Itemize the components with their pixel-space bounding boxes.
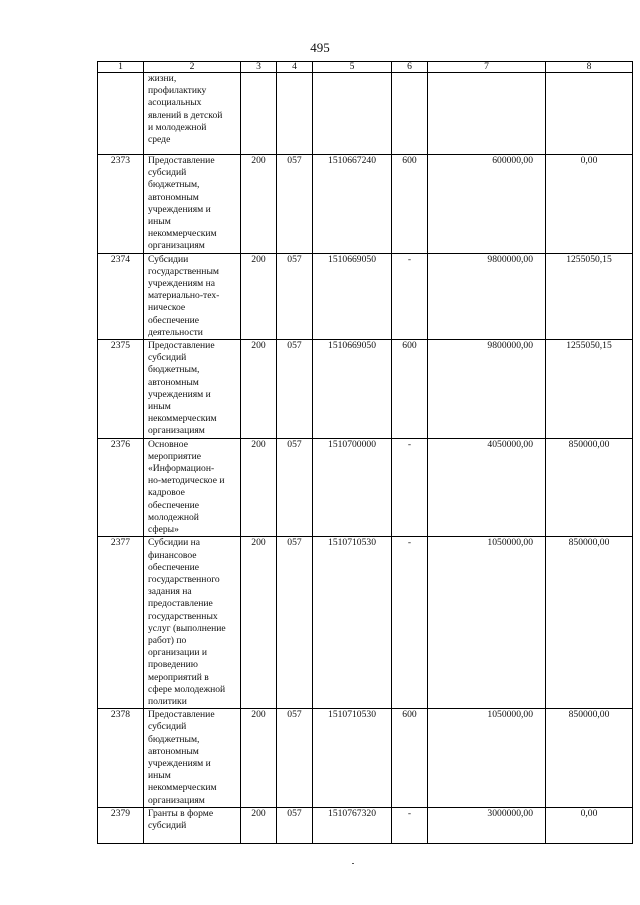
description-line: сферы» <box>148 524 179 536</box>
description-line: некоммерческим <box>148 782 217 794</box>
subsection-code-cell: 057 <box>277 709 313 808</box>
row-number-cell: 2378 <box>98 709 144 808</box>
header-row <box>98 62 633 73</box>
target-article-cell: 1510669050 <box>313 340 392 439</box>
amount-secondary-cell: 850000,00 <box>546 537 633 709</box>
subsection-code-cell: 057 <box>277 807 313 843</box>
description-line: учреждениям и <box>148 757 211 769</box>
description-line: кадровое <box>148 487 185 499</box>
target-article-cell: 1510767320 <box>313 807 392 843</box>
table-row <box>98 73 633 155</box>
description-cell <box>144 253 241 339</box>
description-line: учреждениям и <box>148 388 211 400</box>
subsection-code-cell: 057 <box>277 155 313 254</box>
header-cell: 6 <box>392 62 428 73</box>
header-cell: 1 <box>98 62 144 73</box>
description-line: бюджетным, <box>148 733 200 745</box>
budget-table <box>97 61 633 844</box>
table-row <box>98 537 633 709</box>
expense-type-cell: - <box>392 807 428 843</box>
description-line: услуг (выполнение <box>148 622 226 634</box>
description-line: явлений в детской <box>148 109 223 121</box>
amount-secondary-cell: 1255050,15 <box>546 340 633 439</box>
table-row <box>98 709 633 808</box>
description-line: автономным <box>148 376 199 388</box>
description-line: организациям <box>148 794 205 806</box>
section-code-cell: 200 <box>241 438 277 537</box>
description-line: предоставление <box>148 598 213 610</box>
subsection-code-cell: 057 <box>277 438 313 537</box>
section-code-cell: 200 <box>241 709 277 808</box>
section-code-cell: 200 <box>241 155 277 254</box>
amount-cell: 1050000,00 <box>428 709 546 808</box>
target-article-cell: 1510669050 <box>313 253 392 339</box>
amount-secondary-cell: 850000,00 <box>546 438 633 537</box>
description-line: субсидий <box>148 721 187 733</box>
table-row <box>98 253 633 339</box>
expense-type-cell: - <box>392 253 428 339</box>
description-line: иным <box>148 770 171 782</box>
description-line: ническое <box>148 302 186 314</box>
section-code-cell: 200 <box>241 253 277 339</box>
description-line: бюджетным, <box>148 364 200 376</box>
description-line: асоциальных <box>148 97 202 109</box>
amount-cell: 1050000,00 <box>428 537 546 709</box>
section-code-cell: 200 <box>241 537 277 709</box>
amount-cell: 600000,00 <box>428 155 546 254</box>
target-article-cell: 1510700000 <box>313 438 392 537</box>
amount-secondary-cell: 1255050,15 <box>546 253 633 339</box>
expense-type-cell: 600 <box>392 340 428 439</box>
header-cell: 2 <box>144 62 241 73</box>
expense-type-cell: 600 <box>392 155 428 254</box>
description-line: молодежной <box>148 511 199 523</box>
description-line: государственных <box>148 610 218 622</box>
table-row <box>98 155 633 254</box>
subsection-code-cell <box>277 73 313 155</box>
description-line: мероприятий в <box>148 671 209 683</box>
description-cell <box>144 73 241 155</box>
description-line: работ) по <box>148 634 187 646</box>
amount-cell: 3000000,00 <box>428 807 546 843</box>
amount-secondary-cell <box>546 73 633 155</box>
description-line: политики <box>148 695 187 707</box>
table-row <box>98 807 633 843</box>
header-cell: 7 <box>428 62 546 73</box>
row-number-cell: 2375 <box>98 340 144 439</box>
description-line: обеспечение <box>148 561 200 573</box>
section-code-cell <box>241 73 277 155</box>
description-line: Предоставление <box>148 155 215 166</box>
amount-secondary-cell: 850000,00 <box>546 709 633 808</box>
subsection-code-cell: 057 <box>277 340 313 439</box>
description-line: организациям <box>148 240 205 252</box>
row-number-cell <box>98 73 144 155</box>
description-line: некоммерческим <box>148 228 217 240</box>
scan-speck <box>352 863 354 864</box>
description-line: «Информацион- <box>148 463 215 475</box>
header-cell: 5 <box>313 62 392 73</box>
header-cell: 4 <box>277 62 313 73</box>
expense-type-cell: 600 <box>392 709 428 808</box>
description-line: сфере молодежной <box>148 683 226 695</box>
description-line: субсидий <box>148 819 187 831</box>
description-line: государственным <box>148 265 219 277</box>
description-line: и молодежной <box>148 121 207 133</box>
target-article-cell: 1510710530 <box>313 537 392 709</box>
expense-type-cell <box>392 73 428 155</box>
expense-type-cell: - <box>392 438 428 537</box>
description-line: Основное <box>148 438 188 450</box>
row-number-cell: 2379 <box>98 807 144 843</box>
description-cell <box>144 537 241 709</box>
amount-cell: 4050000,00 <box>428 438 546 537</box>
row-number-cell: 2374 <box>98 253 144 339</box>
target-article-cell: 1510710530 <box>313 709 392 808</box>
description-line: мероприятие <box>148 450 201 462</box>
description-line: задания на <box>148 586 192 598</box>
description-line: финансовое <box>148 549 197 561</box>
header-cell: 3 <box>241 62 277 73</box>
amount-secondary-cell: 0,00 <box>546 807 633 843</box>
description-line: деятельности <box>148 326 203 338</box>
subsection-code-cell: 057 <box>277 253 313 339</box>
amount-cell: 9800000,00 <box>428 340 546 439</box>
description-line: организации и <box>148 647 208 659</box>
description-cell <box>144 340 241 439</box>
expense-type-cell: - <box>392 537 428 709</box>
section-code-cell: 200 <box>241 807 277 843</box>
description-line: Предоставление <box>148 709 215 721</box>
description-line: иным <box>148 216 171 228</box>
target-article-cell <box>313 73 392 155</box>
page-number: 495 <box>310 40 330 55</box>
description-line: организациям <box>148 425 205 437</box>
description-line: но-методическое и <box>148 475 225 487</box>
subsection-code-cell: 057 <box>277 537 313 709</box>
section-code-cell: 200 <box>241 340 277 439</box>
description-cell <box>144 709 241 808</box>
description-line: иным <box>148 401 171 413</box>
description-line: учреждениям на <box>148 278 215 290</box>
description-line: проведению <box>148 659 198 671</box>
row-number-cell: 2373 <box>98 155 144 254</box>
table-row <box>98 438 633 537</box>
description-line: профилактику <box>148 85 207 97</box>
description-line: материально-тех- <box>148 290 220 302</box>
description-line: Гранты в форме <box>148 807 214 819</box>
description-line: Субсидии на <box>148 537 201 549</box>
description-cell <box>144 438 241 537</box>
description-line: Предоставление <box>148 340 215 352</box>
description-cell <box>144 155 241 254</box>
description-line: жизни, <box>148 73 177 84</box>
description-line: субсидий <box>148 352 187 364</box>
description-line: государственного <box>148 573 220 585</box>
description-line: среде <box>148 134 171 146</box>
table-row <box>98 340 633 439</box>
description-line: автономным <box>148 745 199 757</box>
description-line: некоммерческим <box>148 413 217 425</box>
row-number-cell: 2377 <box>98 537 144 709</box>
row-number-cell: 2376 <box>98 438 144 537</box>
description-line: автономным <box>148 191 199 203</box>
description-line: Субсидии <box>148 253 189 265</box>
amount-secondary-cell: 0,00 <box>546 155 633 254</box>
description-line: обеспечение <box>148 499 200 511</box>
amount-cell: 9800000,00 <box>428 253 546 339</box>
amount-cell <box>428 73 546 155</box>
description-line: учреждениям и <box>148 203 211 215</box>
target-article-cell: 1510667240 <box>313 155 392 254</box>
description-line: субсидий <box>148 167 187 179</box>
header-cell: 8 <box>546 62 633 73</box>
description-line: бюджетным, <box>148 179 200 191</box>
description-cell <box>144 807 241 843</box>
description-line: обеспечение <box>148 314 200 326</box>
